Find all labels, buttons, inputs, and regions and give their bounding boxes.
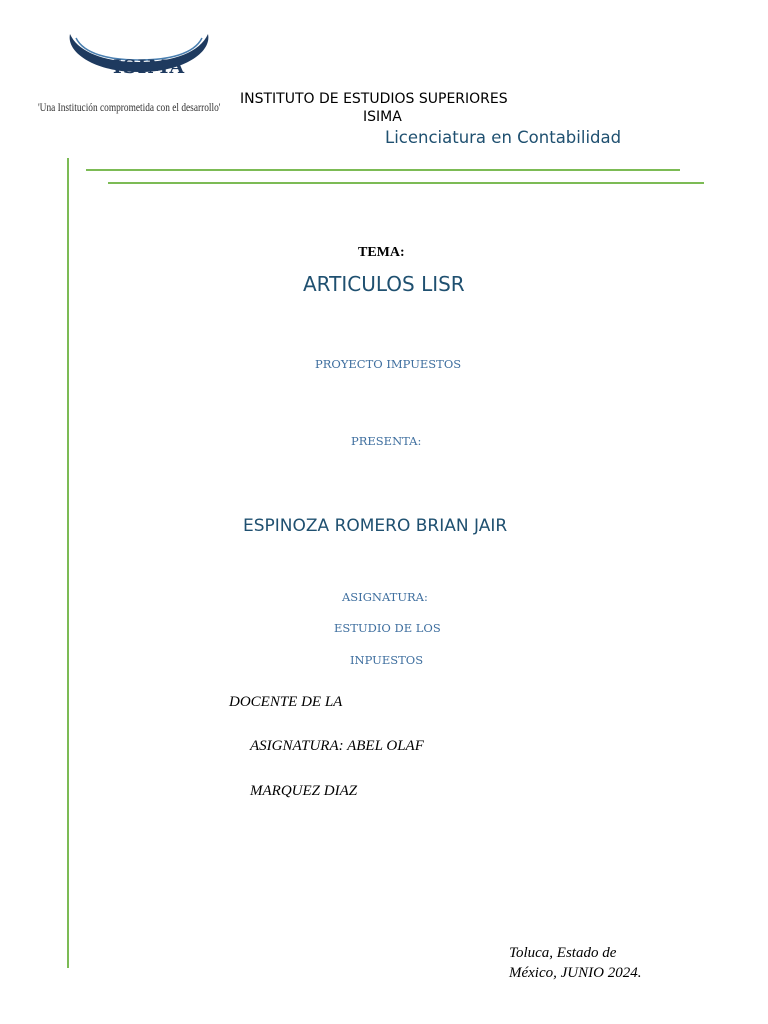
teacher-line-3: MARQUEZ DIAZ: [250, 783, 358, 799]
tema-title: ARTICULOS LISR: [303, 272, 465, 296]
place-date-line-2: México, JUNIO 2024.: [509, 965, 642, 981]
institution-name: INSTITUTO DE ESTUDIOS SUPERIORES: [240, 91, 508, 107]
vertical-rule: [67, 158, 69, 968]
subject-line-2: INPUESTOS: [350, 653, 424, 667]
logo-tagline: 'Una Institución comprometida con el desarrollo': [38, 100, 221, 114]
isima-logo: [38, 26, 228, 114]
logo-wordmark: ISIMA: [112, 56, 186, 78]
horizontal-rule-bottom: [108, 182, 704, 184]
institution-acronym: ISIMA: [363, 109, 402, 125]
teacher-line-1: DOCENTE DE LA: [229, 694, 343, 710]
program-name: Licenciatura en Contabilidad: [385, 128, 622, 147]
project-name: PROYECTO IMPUESTOS: [315, 357, 462, 371]
author-name: ESPINOZA ROMERO BRIAN JAIR: [243, 516, 508, 536]
subject-label: ASIGNATURA:: [342, 590, 428, 604]
tema-label: TEMA:: [358, 245, 405, 260]
place-date-line-1: Toluca, Estado de: [509, 945, 617, 961]
subject-line-1: ESTUDIO DE LOS: [334, 621, 441, 635]
teacher-line-2: ASIGNATURA: ABEL OLAF: [250, 738, 424, 754]
horizontal-rule-top: [86, 169, 680, 171]
presenta-label: PRESENTA:: [351, 434, 422, 448]
